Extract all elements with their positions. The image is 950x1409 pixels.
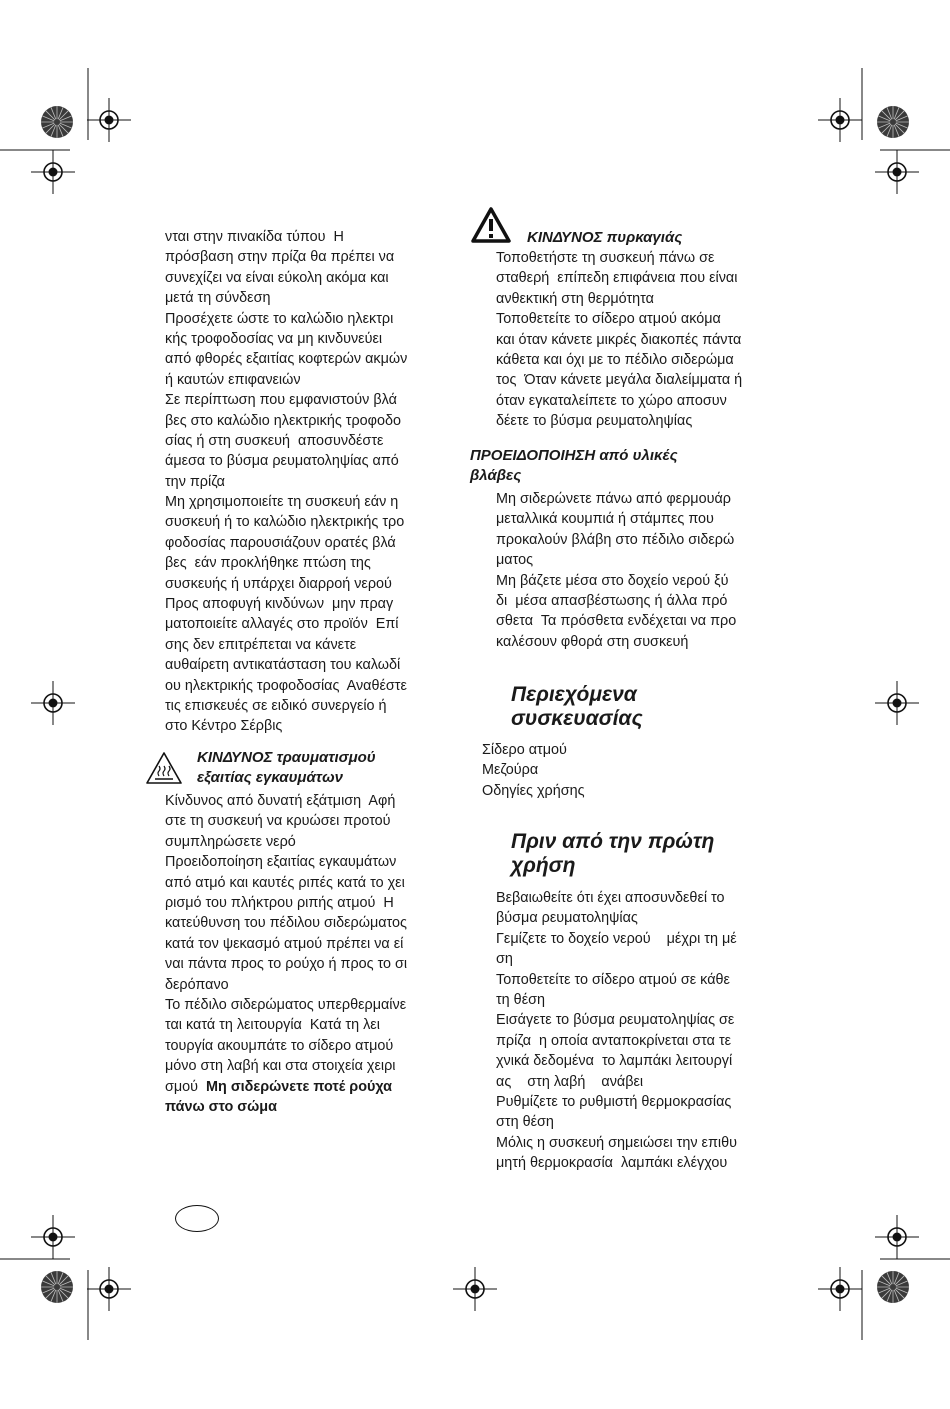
text-line: Τοποθετείτε το σίδερο ατμού ακόμα [496, 311, 721, 328]
material-warning-text [496, 489, 786, 652]
text-line: ου ηλεκτρικής τροφοδοσίας Αναθέστε [165, 677, 407, 694]
text-line: βύσμα ρευματοληψίας [496, 910, 638, 927]
text-line: ται κατά τη λειτουργία Κατά τη λει [165, 1017, 380, 1034]
text-line: δι μέσα απασβέστωσης ή άλλα πρό [496, 592, 728, 609]
text-line: στε τη συσκευή να κρυώσει προτού [165, 813, 391, 830]
text-line: αυθαίρετη αντικατάσταση του καλωδί [165, 657, 401, 674]
page-badge-oval [175, 1205, 219, 1232]
text-line: μεταλλικά κουμπιά ή στάμπες που [496, 511, 714, 528]
text-line: κατά τον ψεκασμό ατμού πρέπει να εί [165, 935, 404, 952]
text-line: καλέσουν φθορά στη συσκευή [496, 633, 689, 650]
burn-danger-heading [197, 747, 457, 788]
heading-line: συσκευασίας [511, 707, 643, 730]
text-line: Μη σιδερώνετε πάνω από φερμουάρ [496, 491, 731, 507]
text-line: βες εάν προκλήθηκε πτώση της [165, 555, 371, 572]
text-line: Μόλις η συσκευή σημειώσει την επιθυ [496, 1134, 737, 1151]
warning-triangle-icon [470, 206, 512, 244]
text-line: Προσέχετε ώστε το καλώδιο ηλεκτρι [165, 310, 394, 327]
text-line: και όταν κάνετε μικρές διακοπές πάντα [496, 331, 742, 348]
burn-danger-final [165, 1077, 455, 1118]
text-line: συνεχίζει να είναι εύκολη ακόμα και [165, 269, 389, 286]
text-line: Το πέδιλο σιδερώματος υπερθερμαίνε [165, 996, 407, 1013]
text-line: Προειδοποίηση εξαιτίας εγκαυμάτων [165, 854, 397, 871]
text-line: τος Όταν κάνετε μεγάλα διαλείμματα ή [496, 372, 743, 389]
burn-last-bold: Μη σιδερώνετε ποτέ ρούχα [206, 1078, 392, 1095]
text-line: κατεύθυνση του πέδιλου σιδερώματος [165, 915, 407, 932]
burn-danger-text [165, 791, 455, 1076]
text-line: Μη χρησιμοποιείτε τη συσκευή εάν η [165, 494, 399, 511]
heading-line: ΠΡΟΕΙΔΟΠΟΙΗΣΗ από υλικές [470, 447, 678, 464]
text-line: άμεσα το βύσμα ρευματοληψίας από [165, 453, 399, 470]
text-line: από ατμό και καυτές ριπές κατά το χει [165, 874, 405, 891]
text-line: Εισάγετε το βύσμα ρευματοληψίας σε [496, 1012, 735, 1029]
text-line: ή καυτών επιφανειών [165, 371, 301, 388]
text-line: πρίζα η οποία ανταποκρίνεται στα τε [496, 1032, 732, 1049]
text-line: χνικά δεδομένα το λαμπάκι λειτουργί [496, 1053, 733, 1070]
text-line: τουργία ακουμπάτε το σίδερο ατμού [165, 1037, 394, 1054]
left-intro-text [165, 227, 455, 737]
text-line: ας στη λαβή ανάβει [496, 1073, 644, 1090]
first-use-text [496, 888, 786, 1173]
text-line: ρισμό του πλήκτρου ριπής ατμού Η [165, 894, 394, 911]
hot-surface-warning-icon [144, 750, 184, 786]
text-line: δερόπανο [165, 976, 229, 993]
text-line: Σε περίπτωση που εμφανιστούν βλά [165, 392, 397, 409]
text-line: πρόσβαση στην πρίζα θα πρέπει να [165, 249, 395, 266]
text-line: όταν εγκαταλείπετε το χώρο αποσυν [496, 392, 727, 409]
material-warning-heading [470, 445, 770, 486]
heading-line: εξαιτίας εγκαυμάτων [197, 769, 343, 787]
text-line: ση [496, 951, 513, 968]
contents-list [482, 740, 772, 801]
heading-line: χρήση [511, 854, 576, 877]
text-line: Γεμίζετε το δοχείο νερού μέχρι τη μέ [496, 930, 737, 947]
text-line: μόνο στη λαβή και στα στοιχεία χειρι [165, 1058, 396, 1075]
fire-danger-text [496, 248, 786, 432]
text-line: από φθορές εξαιτίας κοφτερών ακμών [165, 351, 408, 368]
text-line: σης δεν επιτρέπεται να κάνετε [165, 636, 357, 653]
list-item: Μεζούρα [482, 762, 539, 779]
text-line: σθετα Τα πρόσθετα ενδέχεται να προ [496, 613, 737, 630]
text-line: ναι πάντα προς το ρούχο ή προς το σι [165, 956, 408, 973]
text-line: μητή θερμοκρασία λαμπάκι ελέγχου [496, 1155, 728, 1172]
text-line: στη θέση [496, 1114, 554, 1131]
text-line: δέετε το βύσμα ρευματοληψίας [496, 413, 693, 430]
text-line: νται στην πινακίδα τύπου Η [165, 229, 344, 245]
heading-line: Πριν από την πρώτη [511, 830, 715, 853]
text-line: στο Κέντρο Σέρβις [165, 718, 283, 735]
text-line: την πρίζα [165, 473, 225, 490]
text-line: Μη βάζετε μέσα στο δοχείο νερού ξύ [496, 572, 729, 589]
text-line: Βεβαιωθείτε ότι έχει αποσυνδεθεί το [496, 890, 725, 906]
text-line: σίας ή στη συσκευή αποσυνδέστε [165, 432, 384, 449]
list-item: Σίδερο ατμού [482, 742, 567, 758]
text-line: Τοποθετήστε τη συσκευή πάνω σε [496, 250, 715, 266]
text-line: κής τροφοδοσίας να μη κινδυνεύει [165, 330, 383, 347]
heading-line: ΚΙΝΔΥΝΟΣ τραυματισμού [197, 749, 376, 766]
text-line: βες στο καλώδιο ηλεκτρικής τροφοδο [165, 412, 401, 429]
text-line: ανθεκτική στη θερμότητα [496, 290, 654, 307]
first-use-heading [511, 830, 714, 878]
list-item: Οδηγίες χρήσης [482, 782, 585, 799]
text-line: Προς αποφυγή κινδύνων μην πραγ [165, 596, 394, 613]
burn-final-bold: πάνω στο σώμα [165, 1098, 277, 1115]
text-line: ματοποιείτε αλλαγές στο προϊόν Επί [165, 616, 399, 633]
heading-line: βλάβες [470, 467, 522, 485]
burn-last-plain: σμού [165, 1078, 207, 1095]
text-line: μετά τη σύνδεση [165, 290, 271, 307]
text-line: προκαλούν βλάβη στο πέδιλο σιδερώ [496, 531, 735, 548]
heading-line: Περιεχόμενα [511, 683, 637, 706]
text-line: ματος [496, 552, 534, 569]
text-line: Τοποθετείτε το σίδερο ατμού σε κάθε [496, 971, 730, 988]
fire-danger-heading: ΚΙΝΔΥΝΟΣ πυρκαγιάς [527, 229, 683, 246]
text-line: Κίνδυνος από δυνατή εξάτμιση Αφή [165, 793, 396, 809]
text-line: φοδοσίας παρουσιάζουν ορατές βλά [165, 534, 396, 551]
text-line: συσκευής ή υπάρχει διαρροή νερού [165, 575, 392, 592]
contents-heading [511, 683, 643, 731]
text-line: συμπληρώσετε νερό [165, 833, 296, 850]
text-line: τη θέση [496, 991, 545, 1008]
text-line: Ρυθμίζετε το ρυθμιστή θερμοκρασίας [496, 1093, 732, 1110]
text-line: κάθετα και όχι με το πέδιλο σιδερώμα [496, 351, 734, 368]
text-line: συσκευή ή το καλώδιο ηλεκτρικής τρο [165, 514, 405, 531]
text-line: σταθερή επίπεδη επιφάνεια που είναι [496, 270, 738, 287]
text-line: τις επισκευές σε ειδικό συνεργείο ή [165, 697, 387, 714]
